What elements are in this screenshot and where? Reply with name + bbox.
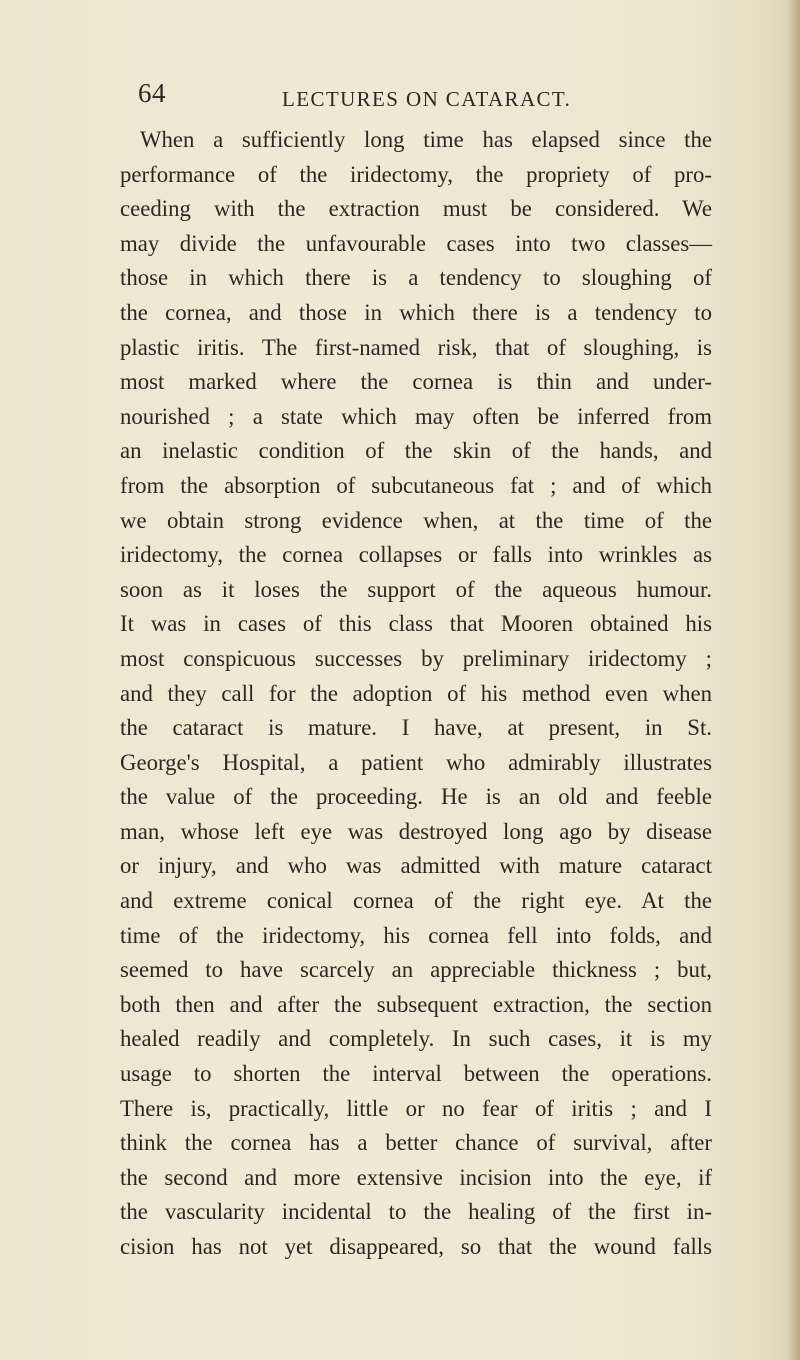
text-line: When a sufficiently long time has elapsed since the [140,127,712,152]
text-line: performance of the iridectomy, the propriety of pro- [120,161,712,187]
text-line: and extreme conical cornea of the right eye. At the [120,888,712,914]
text-line: the vascularity incidental to the healing of the first in- [120,1199,712,1225]
text-line: the cornea, and those in which there is a tendency to [120,299,712,325]
text-line: most conspicuous successes by preliminary iridectomy ; [120,645,712,671]
page-header [138,78,698,114]
text-line: think the cornea has a better chance of survival, after [120,1130,712,1156]
text-line: the value of the proceeding. He is an old and feeble [120,784,712,810]
text-line: George's Hospital, a patient who admirably illustrates [120,749,712,775]
text-line: plastic iritis. The first-named risk, that of sloughing, is [120,334,712,360]
text-line: ceeding with the extraction must be considered. We [120,196,712,222]
text-line: most marked where the cornea is thin and under- [120,369,712,395]
body-text [120,123,712,1265]
text-line: man, whose left eye was destroyed long ago by disease [120,818,712,844]
text-line: soon as it loses the support of the aqueous humour. [120,576,712,602]
text-line: There is, practically, little or no fear of iritis ; and I [120,1095,712,1121]
text-line: nourished ; a state which may often be inferred from [120,403,712,429]
text-line: healed readily and completely. In such cases, it is my [120,1026,712,1052]
text-line: may divide the unfavourable cases into two classes— [120,230,712,256]
text-line: usage to shorten the interval between the operations. [120,1061,712,1087]
running-head: LECTURES ON CATARACT. [282,87,572,111]
text-line: or injury, and who was admitted with mature cataract [120,853,712,879]
text-line: the cataract is mature. I have, at present, in St. [120,715,712,741]
text-line: both then and after the subsequent extraction, the section [120,991,712,1017]
text-line: iridectomy, the cornea collapses or falls into wrinkles as [120,542,712,568]
text-line: we obtain strong evidence when, at the time of the [120,507,712,533]
text-line: cision has not yet disappeared, so that the wound falls [120,1234,712,1259]
page-number: 64 [138,78,166,108]
text-line: from the absorption of subcutaneous fat ; and of which [120,472,712,498]
text-line: and they call for the adoption of his method even when [120,680,712,706]
page-edge-shadow [786,0,800,1360]
text-line: those in which there is a tendency to sloughing of [120,265,712,291]
text-line: the second and more extensive incision into the eye, if [120,1164,712,1190]
text-line: time of the iridectomy, his cornea fell into folds, and [120,922,712,948]
text-line: seemed to have scarcely an appreciable thickness ; but, [120,957,712,983]
text-line: an inelastic condition of the skin of the hands, and [120,438,712,464]
text-line: It was in cases of this class that Mooren obtained his [120,611,712,637]
